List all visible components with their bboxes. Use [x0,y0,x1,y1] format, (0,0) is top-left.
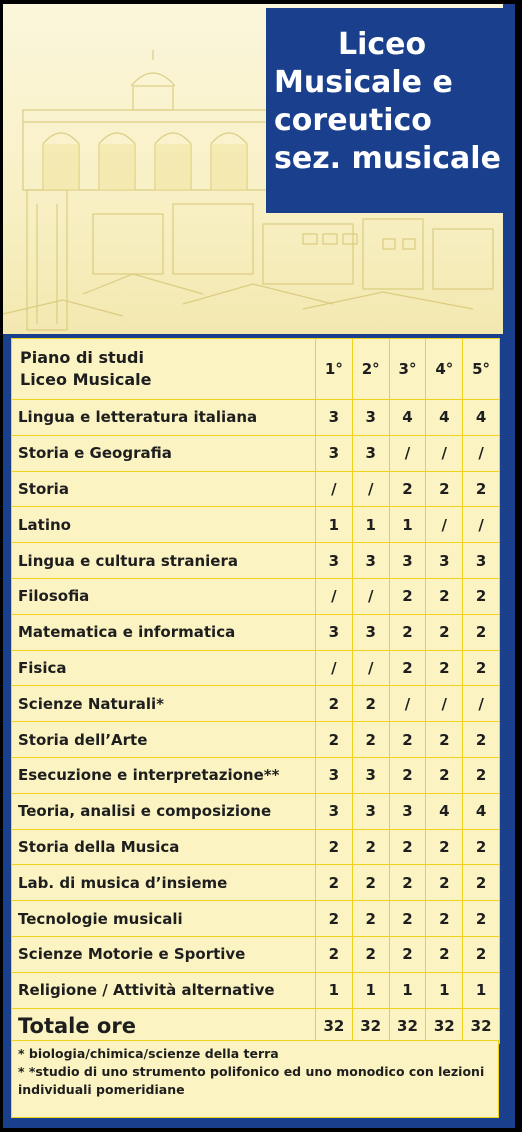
hours-cell: 2 [316,936,353,972]
hours-cell: 1 [463,972,500,1008]
hours-cell: 3 [316,757,353,793]
hours-cell: 2 [352,722,389,758]
table-row [12,865,500,901]
hours-cell: / [426,686,463,722]
total-cell: 32 [389,1008,426,1043]
year-header: 5° [463,339,500,400]
hours-cell: 3 [316,435,353,471]
hours-cell: / [352,650,389,686]
table-title-cell [12,339,316,400]
table-row [12,435,500,471]
hours-cell: 1 [389,972,426,1008]
hours-cell: / [463,507,500,543]
hours-cell: 2 [463,722,500,758]
table-row [12,507,500,543]
subject-cell: Lingua e cultura straniera [12,543,316,579]
hours-cell: 1 [352,507,389,543]
table-title-line-1: Piano di studi [20,348,144,367]
table-row [12,901,500,937]
hours-cell: 1 [316,507,353,543]
hours-cell: 3 [352,614,389,650]
hours-cell: 2 [426,936,463,972]
hours-cell: / [463,435,500,471]
hours-cell: 3 [316,400,353,436]
hours-cell: 2 [389,829,426,865]
hours-cell: 1 [352,972,389,1008]
subject-cell: Esecuzione e interpretazione** [12,757,316,793]
table-body [12,400,500,1009]
subject-cell: Latino [12,507,316,543]
study-plan-table-wrap [11,338,499,1044]
hours-cell: 2 [426,614,463,650]
hours-cell: 2 [389,578,426,614]
hours-cell: 2 [426,757,463,793]
hours-cell: / [352,471,389,507]
table-row [12,722,500,758]
hours-cell: 2 [389,865,426,901]
table-row [12,400,500,436]
year-header: 3° [389,339,426,400]
hours-cell: / [426,435,463,471]
table-row [12,614,500,650]
table-row [12,936,500,972]
footnote-1: * biologia/chimica/scienze della terra [18,1046,279,1061]
subject-cell: Storia della Musica [12,829,316,865]
hours-cell: 2 [463,471,500,507]
title-line-2: Musicale e [274,65,453,100]
title-line-1: Liceo [338,27,427,62]
subject-cell: Storia dell’Arte [12,722,316,758]
hours-cell: 4 [426,400,463,436]
subject-cell: Tecnologie musicali [12,901,316,937]
hours-cell: 3 [426,543,463,579]
hours-cell: 2 [316,686,353,722]
table-header-row [12,339,500,400]
hours-cell: / [389,435,426,471]
hours-cell: 1 [316,972,353,1008]
hours-cell: 3 [463,543,500,579]
hours-cell: 2 [316,722,353,758]
hours-cell: 2 [389,757,426,793]
hours-cell: 3 [352,543,389,579]
hours-cell: 2 [463,901,500,937]
year-header: 2° [352,339,389,400]
title-line-4: sez. musicale [274,141,501,176]
hours-cell: 2 [426,829,463,865]
title-box [266,8,515,213]
subject-cell: Teoria, analisi e composizione [12,793,316,829]
hours-cell: 2 [463,865,500,901]
hours-cell: 3 [352,757,389,793]
subject-cell: Filosofia [12,578,316,614]
hours-cell: 2 [463,757,500,793]
hours-cell: 4 [426,793,463,829]
hours-cell: 2 [389,471,426,507]
hours-cell: 4 [389,400,426,436]
hours-cell: 2 [463,650,500,686]
subject-cell: Matematica e informatica [12,614,316,650]
hours-cell: 2 [352,901,389,937]
hours-cell: 3 [316,614,353,650]
hours-cell: 2 [352,865,389,901]
hours-cell: 2 [352,829,389,865]
hours-cell: 2 [463,614,500,650]
total-row [12,1008,500,1043]
hours-cell: 2 [426,650,463,686]
hours-cell: 4 [463,793,500,829]
hours-cell: 2 [463,578,500,614]
hours-cell: / [352,578,389,614]
hours-cell: 2 [316,829,353,865]
hours-cell: / [316,650,353,686]
table-row [12,686,500,722]
table-row [12,829,500,865]
total-label: Totale ore [12,1008,316,1043]
table-row [12,793,500,829]
hours-cell: 2 [389,614,426,650]
study-plan-table [11,338,500,1044]
title-line-3: coreutico [274,103,432,138]
hours-cell: / [316,578,353,614]
table-title-line-2: Liceo Musicale [20,370,152,389]
subject-cell: Fisica [12,650,316,686]
subject-cell: Scienze Motorie e Sportive [12,936,316,972]
hours-cell: 2 [426,865,463,901]
hours-cell: 2 [389,936,426,972]
total-cell: 32 [352,1008,389,1043]
hours-cell: / [463,686,500,722]
hours-cell: 2 [389,650,426,686]
hours-cell: 3 [316,543,353,579]
hours-cell: 2 [352,686,389,722]
hours-cell: 1 [426,972,463,1008]
year-header: 4° [426,339,463,400]
subject-cell: Storia [12,471,316,507]
subject-cell: Storia e Geografia [12,435,316,471]
hours-cell: 2 [426,722,463,758]
total-cell: 32 [463,1008,500,1043]
hours-cell: 4 [463,400,500,436]
hours-cell: 2 [352,936,389,972]
hours-cell: 2 [389,901,426,937]
year-header: 1° [316,339,353,400]
footnote-2: * *studio di uno strumento polifonico ed uno monodico con lezioni [18,1064,485,1079]
subject-cell: Scienze Naturali* [12,686,316,722]
hours-cell: 2 [316,901,353,937]
hours-cell: / [316,471,353,507]
hours-cell: 3 [352,793,389,829]
hours-cell: 2 [463,936,500,972]
hours-cell: 3 [352,400,389,436]
table-row [12,972,500,1008]
footnotes [11,1040,499,1118]
subject-cell: Lingua e letteratura italiana [12,400,316,436]
hours-cell: 3 [389,543,426,579]
subject-cell: Lab. di musica d’insieme [12,865,316,901]
hours-cell: 3 [389,793,426,829]
hours-cell: 3 [316,793,353,829]
hours-cell: / [426,507,463,543]
table-row [12,757,500,793]
table-row [12,650,500,686]
table-row [12,543,500,579]
hours-cell: 2 [316,865,353,901]
hours-cell: 3 [352,435,389,471]
hours-cell: / [389,686,426,722]
hours-cell: 2 [426,578,463,614]
table-row [12,578,500,614]
hours-cell: 2 [426,471,463,507]
total-cell: 32 [426,1008,463,1043]
footnote-3: individuali pomeridiane [18,1082,185,1097]
hours-cell: 2 [426,901,463,937]
hours-cell: 2 [389,722,426,758]
subject-cell: Religione / Attività alternative [12,972,316,1008]
table-row [12,471,500,507]
total-cell: 32 [316,1008,353,1043]
hours-cell: 2 [463,829,500,865]
hours-cell: 1 [389,507,426,543]
